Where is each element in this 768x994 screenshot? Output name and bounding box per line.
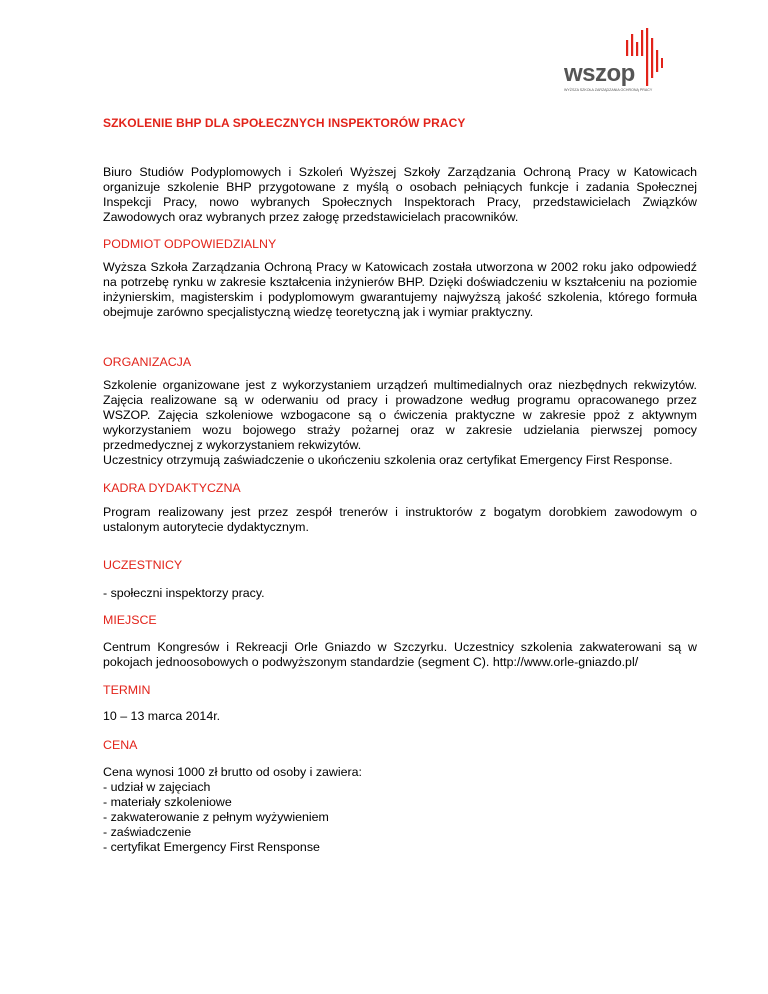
miejsce-paragraph: Centrum Kongresów i Rekreacji Orle Gniazdo w Szczyrku. Uczestnicy szkolenia zakwaterowani są w pokojach jednoosobowych o podwyższonym standardzie (segment C). http://www.orle-gniazdo.pl/ [103, 640, 697, 669]
list-item: - zakwaterowanie z pełnym wyżywieniem [103, 810, 329, 824]
intro-paragraph: Biuro Studiów Podyplomowych i Szkoleń Wyższej Szkoły Zarządzania Ochroną Pracy w Katowicach organizuje szkolenie BHP przygotowane z myślą o osobach pełniących funkcje i zadania Społecznej Inspekcji Pracy, nowo wybranych Społecznych Inspektorach Pracy, przedstawicielach Związków Zawodowych oraz wybranych przez załogę przedstawicielach pracowników. [103, 165, 697, 224]
termin-paragraph: 10 – 13 marca 2014r. [103, 709, 221, 723]
heading-cena: CENA [103, 738, 138, 752]
list-item: - certyfikat Emergency First Rensponse [103, 840, 320, 854]
logo-tagline-text: WYŻSZA SZKOŁA ZARZĄDZANIA OCHRONĄ PRACY [564, 88, 653, 92]
list-item: - materiały szkoleniowe [103, 795, 232, 809]
cena-list [103, 780, 329, 855]
podmiot-paragraph: Wyższa Szkoła Zarządzania Ochroną Pracy w Katowicach została utworzona w 2002 roku jako odpowiedź na potrzebę rynku w zakresie kształcenia inżynierów BHP. Dzięki doświadczeniu w kształceniu na poziomie inżynierskim, magisterskim i podyplomowym gwarantujemy najwyższą jakość szkolenia, którego formuła obejmuje zarówno specjalistyczną wiedzę teoretyczną jak i wymiar praktyczny. [103, 260, 697, 319]
heading-organizacja: ORGANIZACJA [103, 355, 192, 369]
cena-intro: Cena wynosi 1000 zł brutto od osoby i zawiera: [103, 765, 362, 779]
document-title: SZKOLENIE BHP DLA SPOŁECZNYCH INSPEKTORÓW PRACY [103, 116, 466, 130]
kadra-paragraph: Program realizowany jest przez zespół trenerów i instruktorów z bogatym dorobkiem zawodowym o ustalonym autorytecie dydaktycznym. [103, 505, 697, 534]
list-item: - udział w zajęciach [103, 780, 211, 794]
heading-miejsce: MIEJSCE [103, 613, 157, 627]
organizacja-paragraph: Szkolenie organizowane jest z wykorzystaniem urządzeń multimedialnych oraz niezbędnych rekwizytów. Zajęcia realizowane są w oderwaniu od pracy i prowadzone według programu opracowanego przez WSZOP. Zajęcia szkoleniowe wzbogacone są o ćwiczenia praktyczne w zakresie ppoż z aktywnym wykorzystaniem wozu bojowego straży pożarnej oraz w zakresie udzielania pierwszej pomocy przedmedycznej z wykorzystaniem rekwizytów. [103, 378, 697, 452]
organizacja-paragraph-2: Uczestnicy otrzymują zaświadczenie o ukończeniu szkolenia oraz certyfikat Emergency First Response. [103, 453, 673, 467]
uczestnicy-paragraph: - społeczni inspektorzy pracy. [103, 586, 265, 600]
logo-brand-text: wszop [564, 60, 635, 87]
heading-kadra: KADRA DYDAKTYCZNA [103, 481, 241, 495]
heading-termin: TERMIN [103, 683, 151, 697]
heading-uczestnicy: UCZESTNICY [103, 558, 183, 572]
heading-podmiot: PODMIOT ODPOWIEDZIALNY [103, 237, 277, 251]
wszop-logo [528, 28, 668, 100]
list-item: - zaświadczenie [103, 825, 192, 839]
